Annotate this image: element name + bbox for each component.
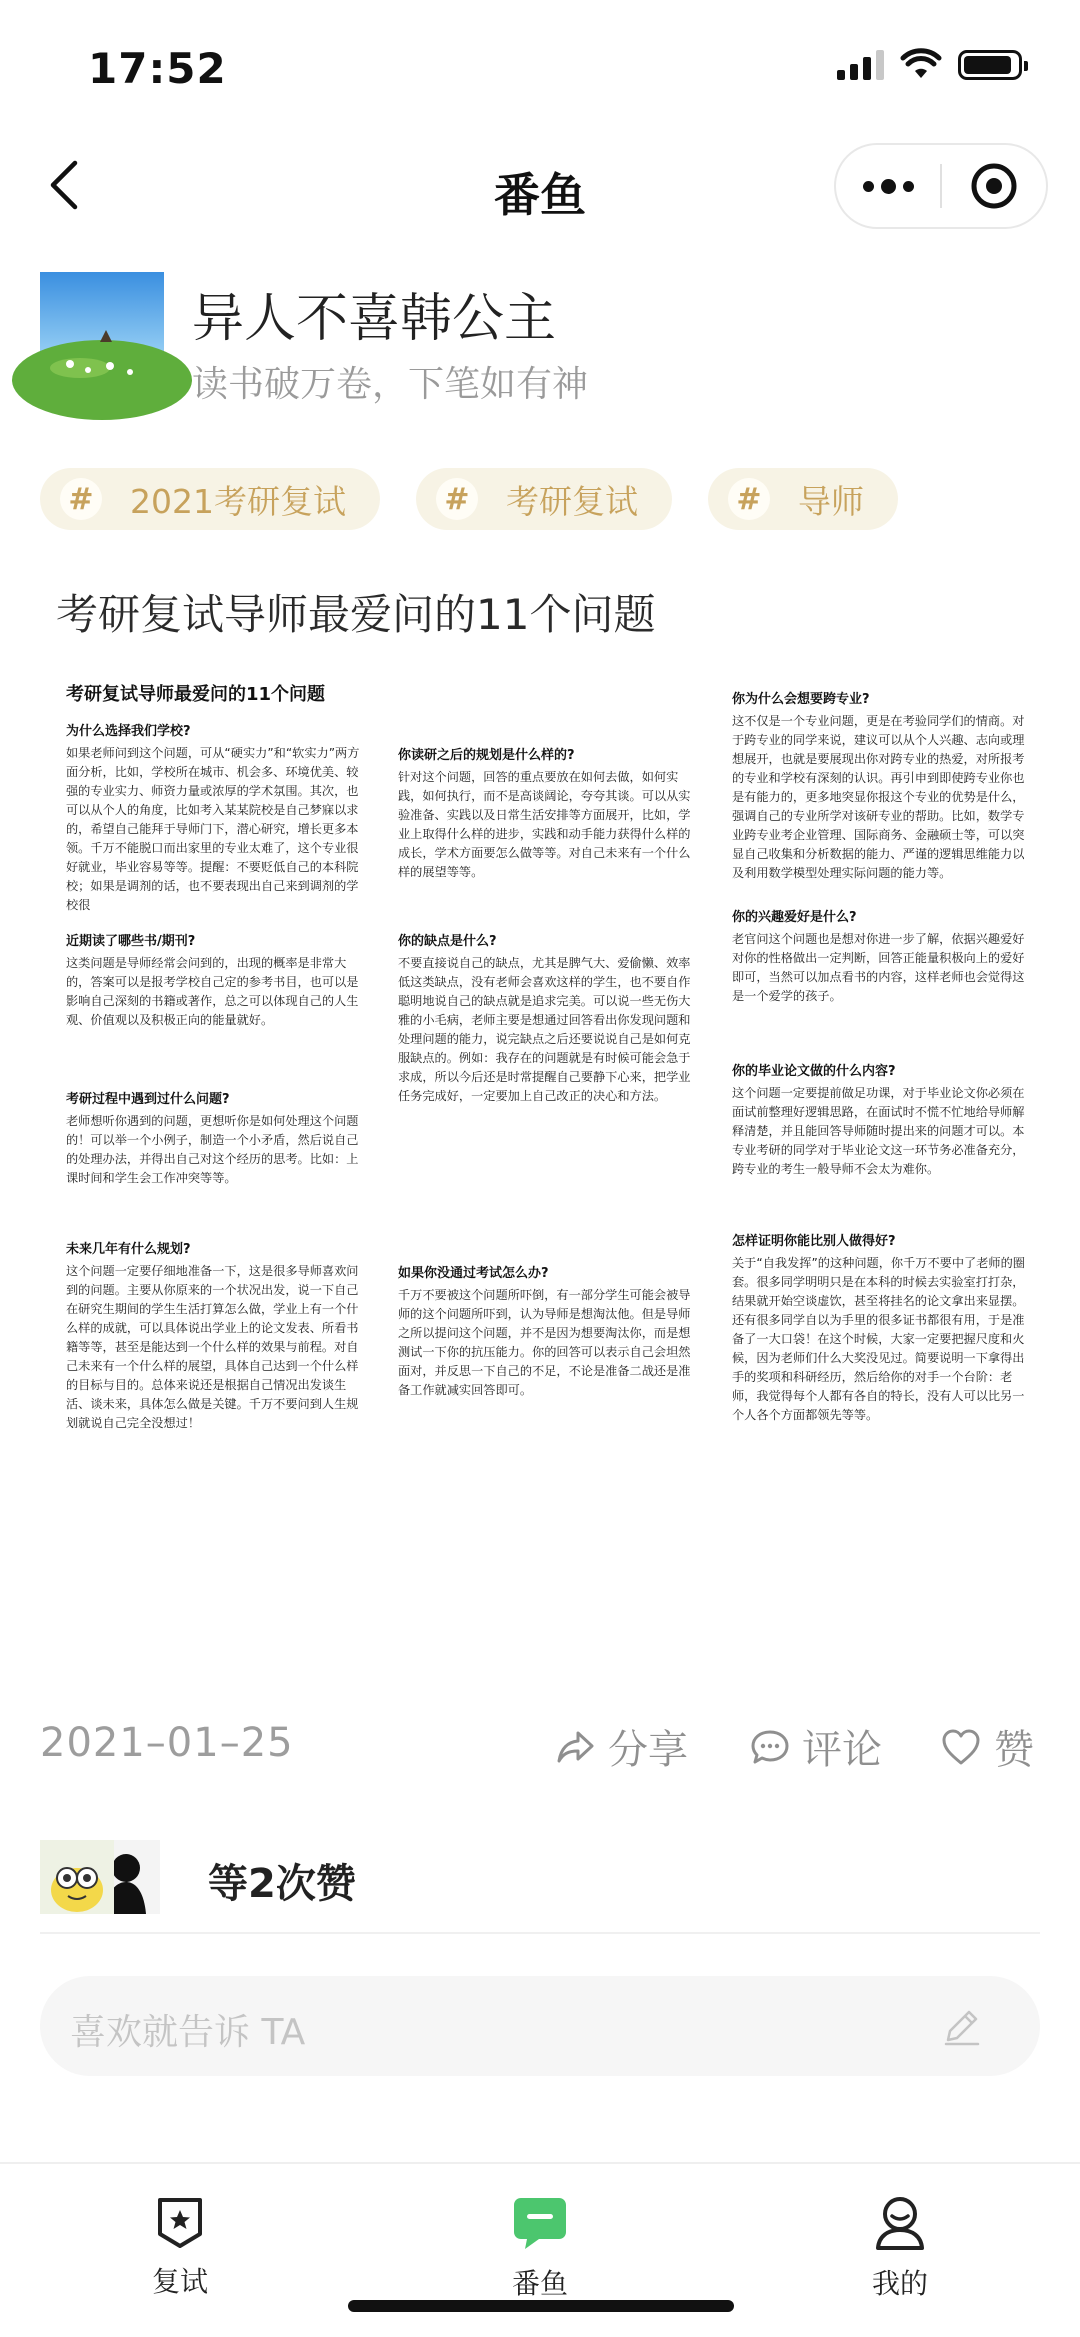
more-button[interactable] [836,145,940,227]
section-answer: 这类问题是导师经常会问到的，出现的概率是非常大的，答案可以是报考学校自己定的参考书目，也可以是影响自己深刻的书籍或著作，总之可以体现自己的人生观、价值观以及积极正向的能量就好。 [66,956,359,1027]
article-section [732,908,1032,1006]
tab-fanyu[interactable] [460,2194,620,2302]
share-button[interactable] [556,1718,688,1775]
chat-bubble-icon [511,2194,569,2252]
battery-level [964,56,1011,74]
mini-program-capsule [834,143,1048,229]
share-label: 分享 [608,1727,688,1773]
post-title: 考研复试导师最爱问的11个问题 [56,590,656,639]
tab-mine[interactable] [820,2194,980,2302]
comment-button[interactable] [750,1718,882,1775]
battery-icon [958,50,1022,80]
section-question: 如果你没通过考试怎么办? [398,1266,549,1281]
hash-icon: # [436,478,478,520]
badge-star-icon [154,2194,206,2250]
divider [40,1932,1040,1934]
section-answer: 关于“自我发挥”的这种问题，你千万不要中了老师的圈套。很多同学明明只是在本科的时候去实验室打打杂，结果就开始空谈虚饮，甚至将挂名的论文拿出来显摆。还有很多同学自以为手里的很多证书都很有用，于是准备了一大口袋！在这个时候，大家一定要把握尺度和火候，因为老师们什么大奖没见过。简要说明一下拿得出手的奖项和科研经历，然后给你的对手一个台阶：老师，我觉得每个人都有各自的特长，没有人可以比另一个人各个方面都领先等等。 [732,1256,1025,1422]
section-question: 近期读了哪些书/期刊? [66,934,196,949]
like-label: 赞 [994,1727,1034,1773]
article-section [398,932,698,1106]
nav-title: 番鱼 [494,168,586,222]
tab-label: 复试 [151,2265,208,2298]
like-button[interactable] [940,1718,1034,1775]
section-question: 你的兴趣爱好是什么? [732,910,857,925]
back-button[interactable] [36,157,92,213]
tag-list [40,468,898,530]
article-section [732,1232,1032,1425]
nav-bar [0,135,1080,235]
likes-summary[interactable]: 等2次赞 [208,1861,356,1907]
section-answer: 这个问题一定要仔细地准备一下，这是很多导师喜欢问到的问题。主要从你原来的一个状况出发，说一下自己在研究生期间的学生生活打算怎么做，学业上有一个什么样的成就，可以具体说出学业上的论文发表、所看书籍等等，甚至是能达到一个什么样的效果与前程。对自己未来有一个什么样的展望，具体自己达到一个什么样的目标与目的。总体来说还是根据自己情况出发谈生活、谈未来，具体怎么做是关键。千万不要问到人生规划就说自己完全没想过！ [66,1264,359,1430]
section-question: 未来几年有什么规划? [66,1242,191,1257]
author-row[interactable] [40,272,1040,405]
tag-label: 2021考研复试 [130,481,346,521]
author-avatar[interactable] [40,272,164,396]
tab-label: 番鱼 [511,2267,568,2300]
avatar-image [40,272,164,396]
heart-icon [940,1728,982,1766]
wifi-icon [902,50,940,80]
tag-chip[interactable] [40,468,380,530]
section-answer: 针对这个问题，回答的重点要放在如何去做，如何实践，如何执行，而不是高谈阔论，夸夸其谈。可以从实验准备、实践以及日常生活安排等方面展开，比如，学业上取得什么样的进步，实践和动手能力获得什么样的成长，学术方面要怎么做等等。对自己未来有一个什么样的展望等等。 [398,770,691,879]
post-date: 2021–01–25 [40,1720,294,1766]
target-circle-icon [969,161,1019,211]
section-question: 你读研之后的规划是什么样的? [398,748,575,763]
tag-chip[interactable] [708,468,898,530]
pen-icon [940,2004,984,2048]
back-arrow-icon [49,160,79,210]
status-bar [0,0,1080,130]
post-meta-row [40,1716,1044,1776]
hash-icon: # [728,478,770,520]
home-indicator[interactable] [348,2300,734,2312]
article-image[interactable] [52,670,1028,1682]
article-section [66,1090,366,1188]
article-section [398,746,698,882]
likes-row[interactable] [40,1840,1040,1924]
article-section [66,722,366,912]
section-question: 你为什么会想要跨专业? [732,692,870,707]
hash-icon: # [60,478,102,520]
section-answer: 老师想听你遇到的问题，更想听你是如何处理这个问题的！可以举一个小例子，制造一个小矛盾，然后说自己的处理办法，并得出自己对这个经历的思考。比如：上课时间和学生会工作冲突等等。 [66,1114,359,1185]
section-answer: 这不仅是一个专业问题，更是在考验同学们的情商。对于跨专业的同学来说，建议可以从个人兴趣、志向或理想展开，也就是要展现出你对跨专业的热爱，对所报考的专业和学校有深刻的认识。再引申到即使跨专业你也是有能力的，更多地突显你报这个专业的优势是什么，强调自己的专业所学对该研专业的帮助。比如，数学专业跨专业考企业管理、国际商务、金融硕士等，可以突显自己收集和分析数据的能力、严谨的逻辑思维能力以及利用数学模型处理实际问题的能力等。 [732,714,1025,880]
article-heading: 考研复试导师最爱问的11个问题 [66,684,326,705]
article-column [66,670,366,1430]
close-mini-program-button[interactable] [942,145,1046,227]
section-answer: 不要直接说自己的缺点，尤其是脾气大、爱偷懒、效率低这类缺点，没有老师会喜欢这样的学生，也不要自作聪明地说自己的缺点就是追求完美。可以说一些无伤大雅的小毛病，老师主要是想通过回答看出你发现问题和处理问题的能力，说完缺点之后还要说说自己是如何克服缺点的。例如：我存在的问题就是有时候可能会急于求成，所以今后还是时常提醒自己要静下心来，把学业任务完成好，一定要加上自己改正的决心和方法。 [398,956,691,1103]
section-question: 考研过程中遇到过什么问题? [66,1092,230,1107]
article-section [398,1264,698,1400]
cellular-signal-icon [837,50,884,80]
tag-label: 考研复试 [505,481,638,521]
more-dots-icon [863,181,874,192]
author-bio: 读书破万卷，下笔如有神 [192,364,589,405]
liker-avatar-image [40,1840,114,1914]
section-question: 你的缺点是什么? [398,934,497,949]
section-answer: 千万不要被这个问题所吓倒，有一部分学生可能会被导师的这个问题所吓到，认为导师是想淘汰他。但是导师之所以提问这个问题，并不是因为想要淘汰你，而是想测试一下你的抗压能力。你的回答可以表示自己会坦然面对，并反思一下自己的不足，不论是准备二战还是准备工作就减实回答即可。 [398,1288,691,1397]
article-section [66,1240,366,1433]
section-answer: 老官问这个问题也是想对你进一步了解，依据兴趣爱好对你的性格做出一定判断，回答正能量积极向上的爱好即可，当然可以加点看书的内容，这样老师也会觉得这是一个爱学的孩子。 [732,932,1025,1003]
comment-input[interactable] [40,1976,1040,2076]
author-name[interactable]: 异人不喜韩公主 [192,289,557,349]
section-question: 怎样证明你能比别人做得好? [732,1234,896,1249]
comment-label: 评论 [802,1727,882,1773]
tag-chip[interactable] [416,468,672,530]
share-icon [556,1729,596,1765]
tag-label: 导师 [797,481,864,521]
section-answer: 如果老师问到这个问题，可从“硬实力”和“软实力”两方面分析，比如，学校所在城市、机会多、环境优美、较强的专业实力、师资力量或浓厚的学术氛围。其次，也可以从个人的角度，比如考入某某院校是自己梦寐以求的，希望自己能拜于导师门下，潜心研究，增长更多本领。千万不能脱口而出家里的专业太难了，这个专业很好就业，毕业容易等等。提醒：不要贬低自己的本科院校；如果是调剂的话，也不要表现出自己来到调剂的学校很 [66,746,360,912]
section-question: 你的毕业论文做的什么内容? [732,1064,896,1079]
status-icons [837,50,1022,80]
comment-placeholder: 喜欢就告诉 TA [70,2012,306,2053]
article-section [732,690,1032,883]
tab-label: 我的 [871,2267,928,2300]
tab-fushi[interactable] [100,2194,260,2300]
section-question: 为什么选择我们学校? [66,724,191,739]
person-icon [872,2194,928,2252]
comment-icon [750,1728,790,1766]
section-answer: 这个问题一定要提前做足功课，对于毕业论文你必须在面试前整理好逻辑思路，在面试时不慌不忙地给导师解释清楚，并且能回答导师随时提出来的问题才可以。本专业考研的同学对于毕业论文这一环节务必准备充分，跨专业的考生一般导师不会太为难你。 [732,1086,1025,1176]
article-section [732,1062,1032,1179]
status-time: 17:52 [88,44,227,93]
article-section [66,932,366,1030]
liker-avatar[interactable] [40,1840,114,1914]
